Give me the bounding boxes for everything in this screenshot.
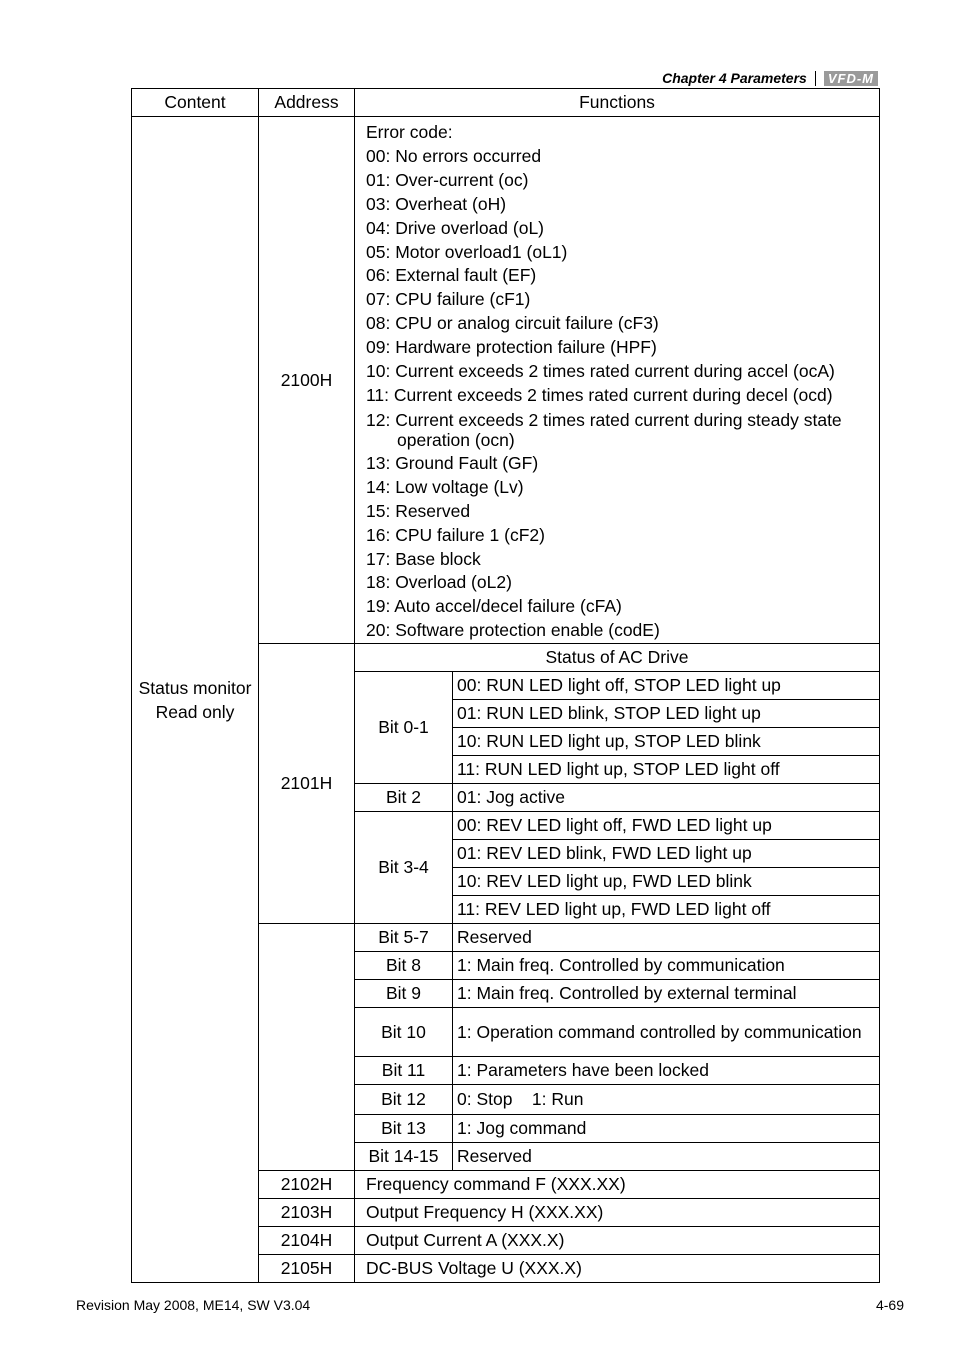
header-address: Address xyxy=(259,89,355,117)
bit-label: Bit 8 xyxy=(355,952,453,980)
address-cell-blank xyxy=(259,924,355,1171)
list-item: 01: Over-current (oc) xyxy=(366,169,529,190)
list-item: 20: Software protection enable (codE) xyxy=(366,620,660,641)
list-item: 13: Ground Fault (GF) xyxy=(366,452,539,473)
brand-logo: VFD-M xyxy=(824,71,878,86)
address-cell: 2102H xyxy=(259,1171,355,1199)
header-content: Content xyxy=(132,89,259,117)
table-row xyxy=(132,117,880,644)
list-item: 14: Low voltage (Lv) xyxy=(366,476,524,497)
list-item: 08: CPU or analog circuit failure (cF3) xyxy=(366,313,659,334)
bit-value: 10: REV LED light up, FWD LED blink xyxy=(453,868,880,896)
list-item: 17: Base block xyxy=(366,548,481,569)
bit-value: 10: RUN LED light up, STOP LED blink xyxy=(453,728,880,756)
status-title: Status of AC Drive xyxy=(355,644,880,672)
content-line: Status monitor xyxy=(138,677,252,698)
list-item: 06: External fault (EF) xyxy=(366,265,537,286)
bit-label: Bit 0-1 xyxy=(355,672,453,784)
function-cell: DC-BUS Voltage U (XXX.X) xyxy=(355,1255,880,1283)
error-code-list xyxy=(355,117,880,644)
list-item: 10: Current exceeds 2 times rated current during accel (ocA) xyxy=(366,361,835,382)
list-item: 19: Auto accel/decel failure (cFA) xyxy=(366,596,622,617)
function-cell: Output Frequency H (XXX.XX) xyxy=(355,1199,880,1227)
bit-label: Bit 11 xyxy=(355,1057,453,1085)
bit-value: 1: Operation command controlled by communication xyxy=(453,1008,880,1057)
list-item: 11: Current exceeds 2 times rated current during decel (ocd) xyxy=(366,384,833,405)
list-item: 09: Hardware protection failure (HPF) xyxy=(366,337,657,358)
address-cell: 2104H xyxy=(259,1227,355,1255)
bit-value: 1: Jog command xyxy=(453,1115,880,1143)
header-functions: Functions xyxy=(355,89,880,117)
list-item: 15: Reserved xyxy=(366,500,471,521)
page-number: 4-69 xyxy=(875,1297,904,1313)
bit-value: 00: RUN LED light off, STOP LED light up xyxy=(453,672,880,700)
bit-label: Bit 13 xyxy=(355,1115,453,1143)
bit-value: Reserved xyxy=(453,1143,880,1171)
list-item: 05: Motor overload1 (oL1) xyxy=(366,241,568,262)
content-cell xyxy=(132,117,259,1283)
list-item: 18: Overload (oL2) xyxy=(366,572,512,593)
bit-value: Reserved xyxy=(453,924,880,952)
list-item: 03: Overheat (oH) xyxy=(366,193,507,214)
list-item: 12: Current exceeds 2 times rated current during steady state operation (ocn) xyxy=(366,409,842,450)
list-item: Error code: xyxy=(366,122,453,142)
bit-value: 11: REV LED light up, FWD LED light off xyxy=(453,896,880,924)
function-cell: Frequency command F (XXX.XX) xyxy=(355,1171,880,1199)
bit-label: Bit 14-15 xyxy=(355,1143,453,1171)
list-item: 16: CPU failure 1 (cF2) xyxy=(366,524,545,545)
bit-label: Bit 2 xyxy=(355,784,453,812)
function-cell: Output Current A (XXX.X) xyxy=(355,1227,880,1255)
bit-value: 1: Main freq. Controlled by communication xyxy=(453,952,880,980)
chapter-title: Chapter 4 Parameters xyxy=(662,70,807,86)
bit-value: 01: REV LED blink, FWD LED light up xyxy=(453,840,880,868)
table-header-row xyxy=(132,89,880,117)
bit-label: Bit 12 xyxy=(355,1085,453,1115)
page-header xyxy=(662,68,878,88)
bit-label: Bit 5-7 xyxy=(355,924,453,952)
bit-value: 11: RUN LED light up, STOP LED light off xyxy=(453,756,880,784)
list-item: 00: No errors occurred xyxy=(366,145,542,166)
content-line: Read only xyxy=(155,701,235,722)
footer-revision: Revision May 2008, ME14, SW V3.04 xyxy=(76,1297,311,1313)
bit-value: 1: Main freq. Controlled by external terminal xyxy=(453,980,880,1008)
bit-value: 01: Jog active xyxy=(453,784,880,812)
address-cell: 2103H xyxy=(259,1199,355,1227)
address-cell: 2101H xyxy=(259,644,355,924)
address-cell: 2105H xyxy=(259,1255,355,1283)
bit-label: Bit 3-4 xyxy=(355,812,453,924)
bit-label: Bit 10 xyxy=(355,1008,453,1057)
bit-value: 1: Parameters have been locked xyxy=(453,1057,880,1085)
list-item: 07: CPU failure (cF1) xyxy=(366,289,531,310)
bit-value: 00: REV LED light off, FWD LED light up xyxy=(453,812,880,840)
bit-value: 01: RUN LED blink, STOP LED light up xyxy=(453,700,880,728)
bit-value: 0: Stop 1: Run xyxy=(453,1085,880,1115)
address-cell: 2100H xyxy=(259,117,355,644)
parameter-table xyxy=(131,88,880,1283)
bit-label: Bit 9 xyxy=(355,980,453,1008)
list-item: 04: Drive overload (oL) xyxy=(366,217,544,238)
header-divider xyxy=(815,71,816,86)
